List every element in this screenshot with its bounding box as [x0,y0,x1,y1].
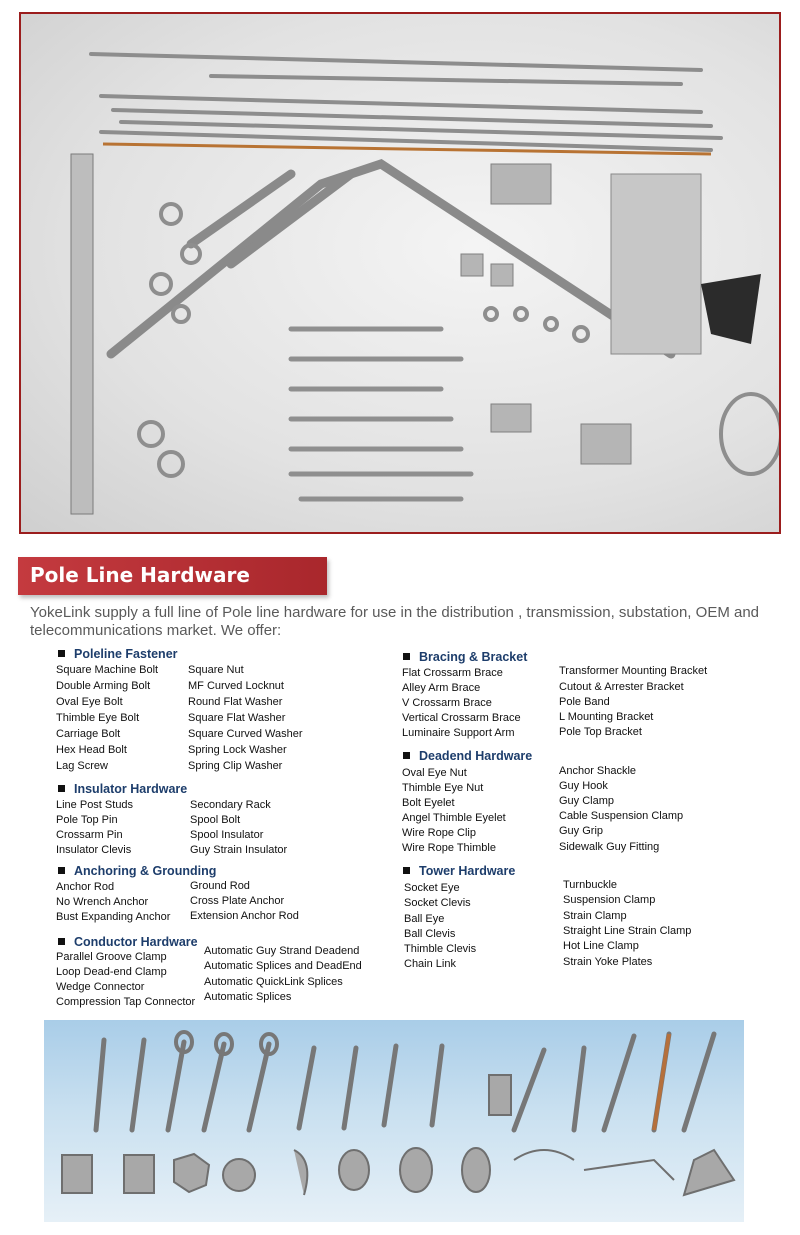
list-item: Flat Crossarm Brace [402,667,503,679]
list-item: Square Curved Washer [188,728,303,740]
bullet-square-icon [403,867,410,874]
list-item: Square Flat Washer [188,712,286,724]
list-item: Ball Clevis [404,928,456,940]
list-item: Thimble Clevis [404,943,477,955]
bolts-and-fittings-photo [44,1020,744,1222]
list-item: Spool Insulator [190,829,264,841]
section-title-tower-hardware [403,864,515,878]
list-item: Round Flat Washer [188,696,283,708]
bullet-square-icon [403,752,410,759]
list-item: Carriage Bolt [56,728,121,740]
list-item: Double Arming Bolt [56,680,151,692]
list-item: Transformer Mounting Bracket [559,665,708,677]
list-item: Cable Suspension Clamp [559,810,684,822]
bullet-square-icon [58,938,65,945]
list-item: Bolt Eyelet [402,797,455,809]
list-item: Guy Clamp [559,795,615,807]
section-banner [18,557,327,595]
section-title-text: Bracing & Bracket [419,650,528,664]
section-title-text: Insulator Hardware [74,782,188,796]
section-title-poleline-fastener [58,647,178,661]
section-title-deadend-hardware [403,749,532,763]
list-item: Chain Link [404,958,456,970]
list-item: Pole Top Bracket [559,726,642,738]
bullet-square-icon [403,653,410,660]
list-item: Square Machine Bolt [56,664,159,676]
list-item: Ball Eye [404,913,445,925]
bullet-square-icon [58,867,65,874]
list-item: Pole Band [559,696,610,708]
list-item: Guy Grip [559,825,604,837]
list-item: Sidewalk Guy Fitting [559,841,660,853]
hardware-product-photo [19,12,781,534]
intro-paragraph: YokeLink supply a full line of Pole line hardware for use in the distribution , transmission, substation, OEM and telecommunications market. We offer: [30,604,760,639]
list-item: Straight Line Strain Clamp [563,925,692,937]
section-title-bracing-bracket [403,650,527,664]
list-item: Spool Bolt [190,814,241,826]
section-title-text: Anchoring & Grounding [74,864,217,878]
list-item: Hex Head Bolt [56,744,127,756]
list-item: Oval Eye Nut [402,767,467,779]
section-title-text: Conductor Hardware [74,935,198,949]
section-title-text: Deadend Hardware [419,749,533,763]
list-item: L Mounting Bracket [559,711,654,723]
list-item: Anchor Shackle [559,765,637,777]
list-item: Pole Top Pin [56,814,118,826]
banner-title: Pole Line Hardware [30,563,250,587]
list-item: Square Nut [188,664,244,676]
list-item: Angel Thimble Eyelet [402,812,506,824]
list-item: Thimble Eye Bolt [56,712,140,724]
list-item: Strain Clamp [563,910,627,922]
list-item: Cutout & Arrester Bracket [559,681,684,693]
list-item: Hot Line Clamp [563,940,639,952]
list-item: Turnbuckle [563,879,618,891]
bullet-square-icon [58,650,65,657]
list-item: Socket Eye [404,882,460,894]
list-item: Socket Clevis [404,897,471,909]
list-item: Thimble Eye Nut [402,782,484,794]
list-item: Spring Lock Washer [188,744,287,756]
list-item: V Crossarm Brace [402,697,492,709]
list-item: Extension Anchor Rod [190,910,299,922]
list-item: Crossarm Pin [56,829,123,841]
list-item: Lag Screw [56,760,108,772]
list-item: Strain Yoke Plates [563,956,653,968]
list-item: Spring Clip Washer [188,760,283,772]
section-title-conductor-hardware [58,935,198,949]
list-item: Guy Strain Insulator [190,844,288,856]
list-item: Secondary Rack [190,799,271,811]
list-item: Wire Rope Clip [402,827,476,839]
list-item: Vertical Crossarm Brace [402,712,521,724]
list-item: Loop Dead-end Clamp [56,966,167,978]
section-title-text: Poleline Fastener [74,647,178,661]
list-item: Guy Hook [559,780,608,792]
list-item: Parallel Groove Clamp [56,951,167,963]
section-title-insulator-hardware [58,782,187,796]
list-item: Oval Eye Bolt [56,696,123,708]
section-title-anchoring-grounding [58,864,216,878]
list-item: Ground Rod [190,880,250,892]
bullet-square-icon [58,785,65,792]
list-item: Automatic Splices [204,991,292,1003]
section-title-text: Tower Hardware [419,864,516,878]
list-item: Insulator Clevis [56,844,132,856]
bolts-photo-illustration [44,1020,744,1222]
list-item: Automatic QuickLink Splices [204,976,343,988]
list-item: No Wrench Anchor [56,896,149,908]
list-item: Suspension Clamp [563,894,656,906]
list-item: Cross Plate Anchor [190,895,285,907]
list-item: Bust Expanding Anchor [56,911,171,923]
list-item: Automatic Splices and DeadEnd [204,960,362,972]
list-item: Wedge Connector [56,981,145,993]
hardware-photo-illustration [21,14,781,534]
list-item: Wire Rope Thimble [402,842,496,854]
list-item: MF Curved Locknut [188,680,284,692]
list-item: Alley Arm Brace [402,682,481,694]
list-item: Automatic Guy Strand Deadend [204,945,360,957]
list-item: Compression Tap Connector [56,996,196,1008]
list-item: Anchor Rod [56,881,115,893]
list-item: Luminaire Support Arm [402,727,515,739]
list-item: Line Post Studs [56,799,134,811]
